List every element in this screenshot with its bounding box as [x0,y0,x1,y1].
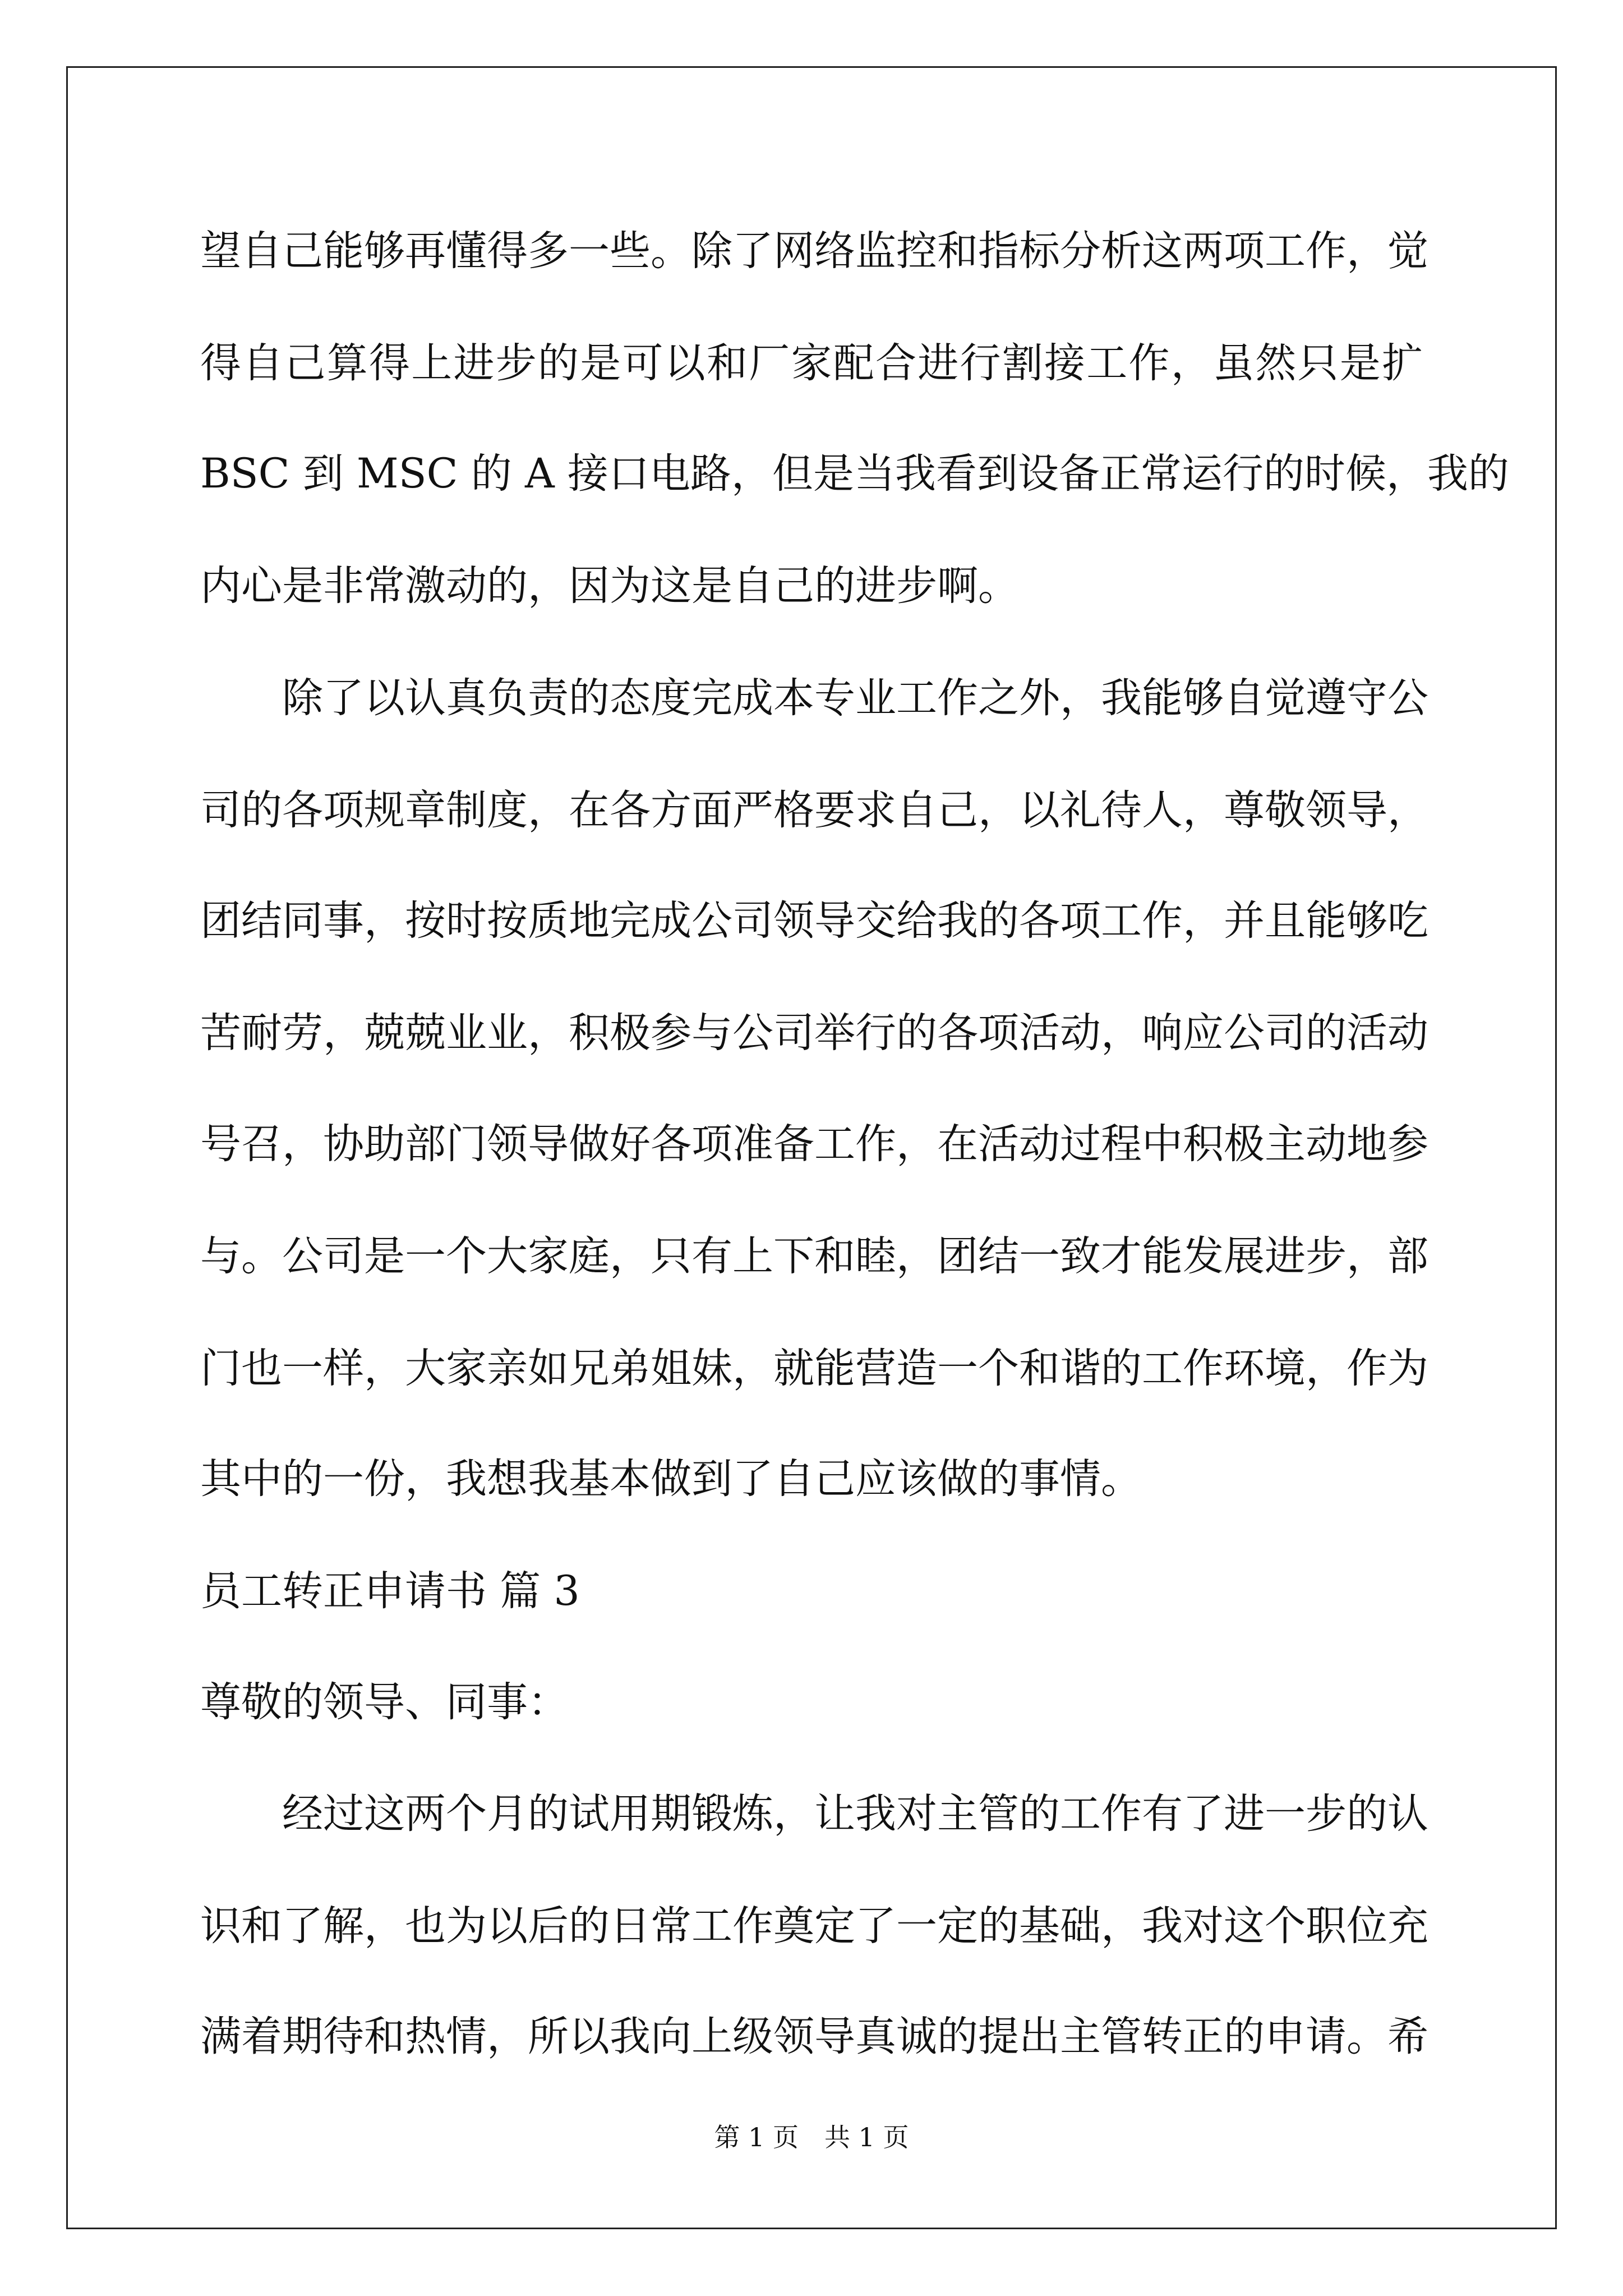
body-text-line: 门也一样，大家亲如兄弟姐妹，就能营造一个和谐的工作环境，作为 [200,1345,1428,1392]
body-text-line: 与。公司是一个大家庭，只有上下和睦，团结一致才能发展进步，部 [200,1232,1428,1280]
body-text-line: 满着期待和热情，所以我向上级领导真诚的提出主管转正的申请。希 [200,2013,1428,2060]
section-heading: 员工转正申请书 篇 3 [200,1567,580,1615]
body-text-line: 得自己算得上进步的是可以和厂家配合进行割接工作，虽然只是扩 [200,339,1423,387]
body-text-line: 司的各项规章制度，在各方面严格要求自己，以礼待人，尊敬领导， [200,786,1428,834]
salutation: 尊敬的领导、同事： [200,1678,569,1726]
body-text-line: 其中的一份，我想我基本做到了自己应该做的事情。 [200,1455,1142,1503]
body-text-line: 识和了解，也为以后的日常工作奠定了一定的基础，我对这个职位充 [200,1902,1428,1950]
page-number-footer: 第 1 页 共 1 页 [714,2122,909,2152]
body-text-line: 望自己能够再懂得多一些。除了网络监控和指标分析这两项工作，觉 [200,227,1428,275]
body-text-line: BSC 到 MSC 的 A 接口电路，但是当我看到设备正常运行的时候，我的 [200,450,1509,498]
body-text-line: 内心是非常激动的，因为这是自己的进步啊。 [200,562,1019,610]
body-text-line: 经过这两个月的试用期锻炼，让我对主管的工作有了进一步的认 [200,1790,1428,1838]
body-text-line: 苦耐劳，兢兢业业，积极参与公司举行的各项活动，响应公司的活动 [200,1009,1428,1057]
body-text-line: 号召，协助部门领导做好各项准备工作，在活动过程中积极主动地参 [200,1120,1428,1168]
body-text-line: 除了以认真负责的态度完成本专业工作之外，我能够自觉遵守公 [200,674,1428,722]
body-text-line: 团结同事，按时按质地完成公司领导交给我的各项工作，并且能够吃 [200,897,1428,945]
